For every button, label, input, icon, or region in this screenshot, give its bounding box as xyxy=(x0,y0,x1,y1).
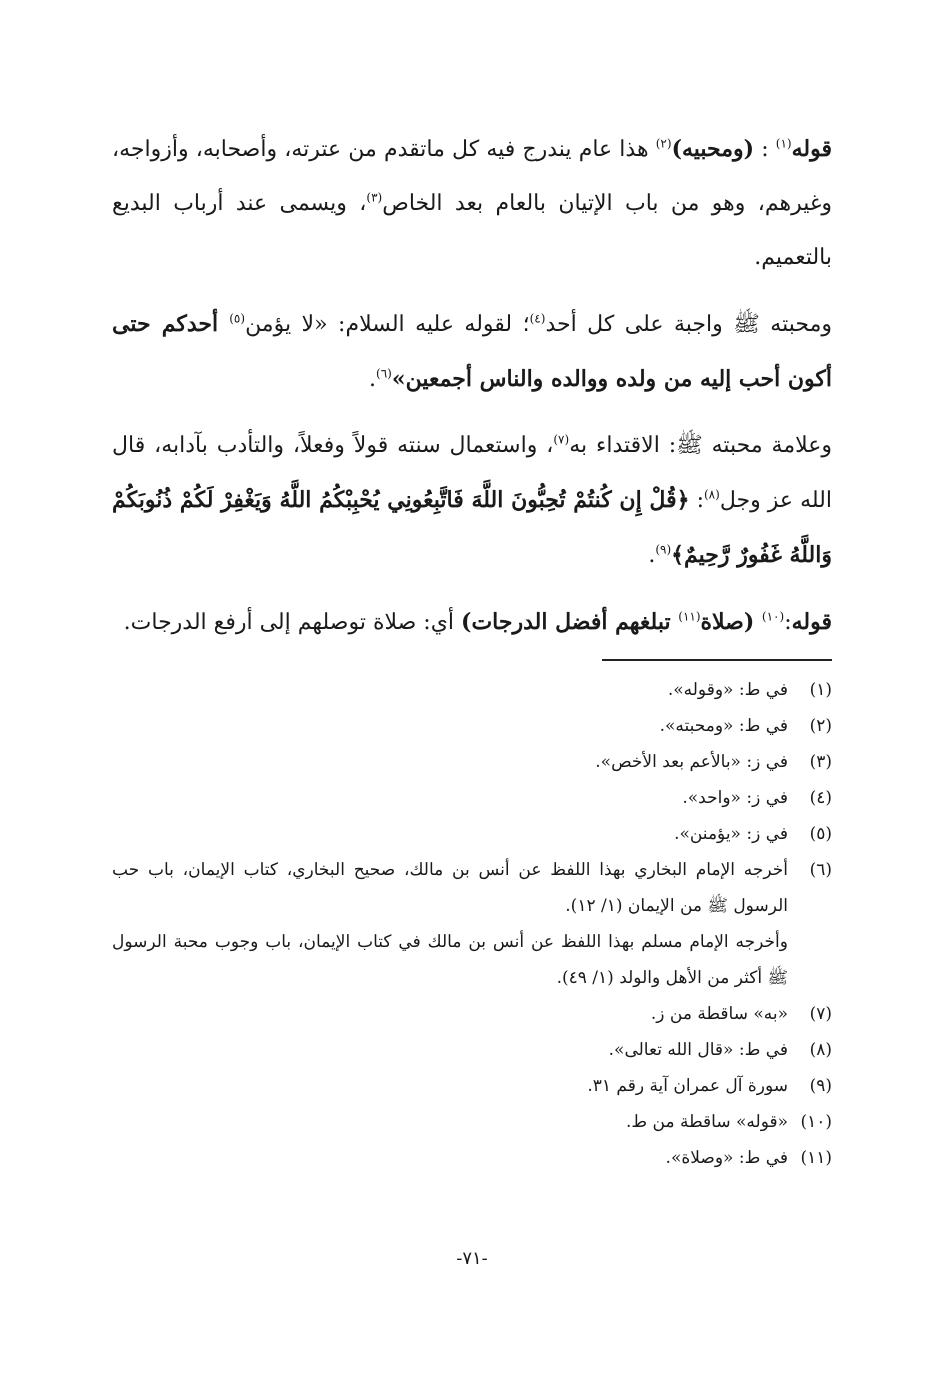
lead-word: قوله xyxy=(791,136,832,162)
footnote xyxy=(112,744,832,780)
footnote-number: (٤) xyxy=(809,788,832,808)
text: أي: صلاة توصلهم إلى أرفع الدرجات. xyxy=(123,610,462,635)
page-number: -٧١- xyxy=(456,1248,488,1269)
footnote-ref[interactable]: (٨) xyxy=(703,487,720,502)
text: ومحبته ﷺ واجبة على كل أحد xyxy=(545,312,832,337)
footnote xyxy=(112,996,832,1032)
text: ؛ لقوله عليه السلام: «لا يؤمن xyxy=(245,312,530,337)
text: : xyxy=(689,488,704,513)
text: وعلامة محبته ﷺ: الاقتداء به xyxy=(569,433,833,458)
footnote-ref[interactable]: (٥) xyxy=(229,311,246,326)
footnote-number: (٢) xyxy=(809,716,832,736)
quran-verse: ﴿قُلْ إِن كُنتُمْ تُحِبُّونَ اللَّهَ فَاتَّبِعُونِي يُحْبِبْكُمُ اللَّهُ وَيَغْفِرْ لَكُمْ ذُنُوبَكُمْ وَاللَّهُ غَفُورٌ رَّحِيمٌ﴾ xyxy=(112,487,832,568)
footnote-text: في ز: «يؤمنن». xyxy=(674,824,788,844)
footnote xyxy=(112,672,832,708)
text: ، ويسمى عند أرباب البديع بالتعميم. xyxy=(112,191,832,270)
footnote-ref[interactable]: (١٠) xyxy=(761,609,785,624)
footnote-text: في ط: «وصلاة». xyxy=(665,1148,788,1168)
footnote-ref[interactable]: (٣) xyxy=(366,190,383,205)
footnote-ref[interactable]: (٧) xyxy=(553,432,570,447)
quoted-term: (ومحبيه) xyxy=(671,136,755,162)
text: ، واستعمال سنته قولاً وفعلاً، والتأدب بآدابه، قال الله عز وجل xyxy=(112,433,832,513)
footnote-ref[interactable]: (٦) xyxy=(376,366,392,381)
footnote-number: (١١) xyxy=(800,1148,832,1168)
footnote-ref[interactable]: (٩) xyxy=(655,542,672,557)
text: . xyxy=(369,367,376,392)
footnote-number xyxy=(788,924,832,996)
paragraph-2 xyxy=(112,297,832,407)
footnote-number: (٩) xyxy=(809,1076,832,1096)
text: هذا عام يندرج فيه كل ماتقدم من عترته، وأصحابه، وأزواجه، وغيرهم، وهو من باب الإتيان بالعام بعد الخاص xyxy=(112,137,832,216)
footnote-number: (٣) xyxy=(809,752,832,772)
footnote-ref[interactable]: (١) xyxy=(775,136,792,151)
footnote-text: في ز: «بالأعم بعد الأخص». xyxy=(595,752,788,772)
lead-word: قوله xyxy=(791,609,832,635)
footnote-separator xyxy=(602,659,832,661)
footnote-number: (١) xyxy=(809,680,832,700)
footnote-text: سورة آل عمران آية رقم ٣١. xyxy=(587,1076,788,1096)
footnote-number: (٨) xyxy=(809,1040,832,1060)
footnote-text: في ز: «واحد». xyxy=(682,788,788,808)
footnote-ref[interactable]: (٤) xyxy=(529,311,546,326)
hadith-text: أحدكم حتى أكون أحب إليه من ولده ووالده والناس أجمعين» xyxy=(112,311,832,392)
text: : xyxy=(754,137,776,162)
footnote-number: (٦) xyxy=(809,860,832,880)
quoted-term: (صلاة xyxy=(700,609,762,635)
footnote-text: أخرجه الإمام البخاري بهذا اللفظ عن أنس بن مالك، صحيح البخاري، كتاب الإيمان، باب حب الرسول ﷺ من الإيمان (١/ ١٢). xyxy=(112,860,788,916)
text: . xyxy=(648,543,656,568)
footnote-number: (١٠) xyxy=(800,1112,832,1132)
footnote-text: في ط: «ومحبته». xyxy=(659,716,788,736)
footnote-continuation xyxy=(112,924,832,996)
text: : xyxy=(784,610,792,635)
footnote-ref[interactable]: (١١) xyxy=(678,609,701,624)
footnote xyxy=(112,1140,832,1176)
footnote-number: (٥) xyxy=(809,824,832,844)
footnote xyxy=(112,1104,832,1140)
footnote-number: (٧) xyxy=(809,1004,832,1024)
footnotes xyxy=(112,672,832,1176)
main-text xyxy=(112,122,832,662)
footnote xyxy=(112,1068,832,1104)
footnote-text: «قوله» ساقطة من ط. xyxy=(626,1112,788,1132)
footnote-text: «به» ساقطة من ز. xyxy=(650,1004,788,1024)
footnote xyxy=(112,1032,832,1068)
quoted-term: تبلغهم أفضل الدرجات) xyxy=(461,609,679,635)
footnote-ref[interactable]: (٢) xyxy=(655,136,672,151)
paragraph-1 xyxy=(112,122,832,285)
footnote xyxy=(112,852,832,924)
paragraph-3 xyxy=(112,419,832,583)
footnote xyxy=(112,708,832,744)
footnote-text: في ط: «قال الله تعالى». xyxy=(608,1040,788,1060)
footnote-text: وأخرجه الإمام مسلم بهذا اللفظ عن أنس بن مالك في كتاب الإيمان، باب وجوب محبة الرسول ﷺ أكثر من الأهل والولد (١/ ٤٩). xyxy=(112,932,788,988)
footnote xyxy=(112,816,832,852)
footnote xyxy=(112,780,832,816)
paragraph-4 xyxy=(112,595,832,650)
footnote-text: في ط: «وقوله». xyxy=(667,680,788,700)
